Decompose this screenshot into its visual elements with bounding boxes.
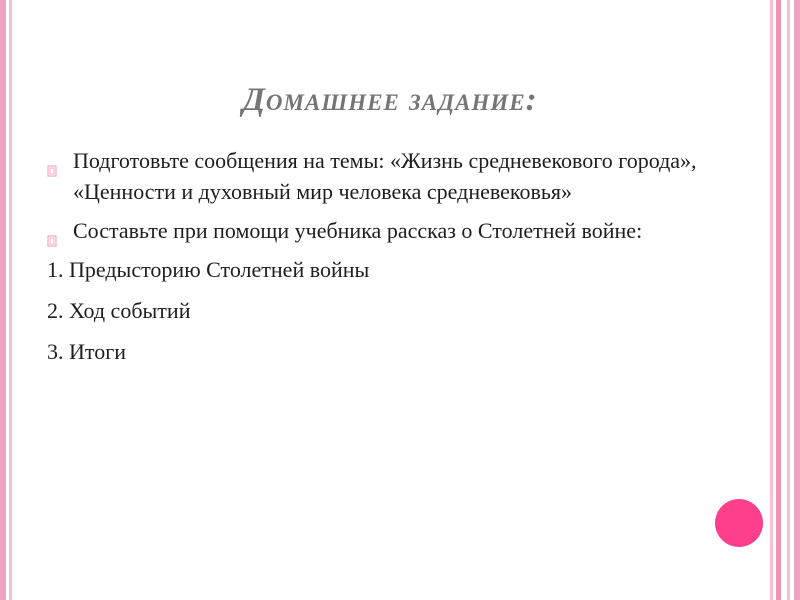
numbered-item-1: 1. Предысторию Столетней войны: [47, 257, 370, 282]
bullet-text-1: Подготовьте сообщения на темы: «Жизнь средневекового города», «Ценности и духовный мир человека средневековья»: [73, 148, 697, 204]
bullet-item-1: [47, 145, 707, 207]
right-decorative-bar-2: [776, 0, 781, 600]
numbered-item-3: 3. Итоги: [47, 339, 127, 364]
slide-title: Домашнее задание:: [242, 82, 538, 118]
numbered-item-2: 2. Ход событий: [47, 298, 191, 323]
bullet-text-2: Составьте при помощи учебника рассказ о Столетней войне:: [73, 218, 643, 243]
left-decorative-bar: [0, 0, 6, 600]
slide-content: [47, 145, 707, 377]
pink-circle-decoration: [715, 499, 763, 547]
right-decorative-bar-3: [787, 0, 790, 600]
pink-hollow-bullet-icon: [47, 154, 57, 166]
left-decorative-bar-thin: [9, 0, 12, 600]
right-decorative-bar-4: [794, 0, 800, 600]
right-decorative-bar-1: [770, 0, 773, 600]
pink-hollow-bullet-icon: [47, 224, 57, 236]
bullet-item-2: [47, 215, 707, 246]
